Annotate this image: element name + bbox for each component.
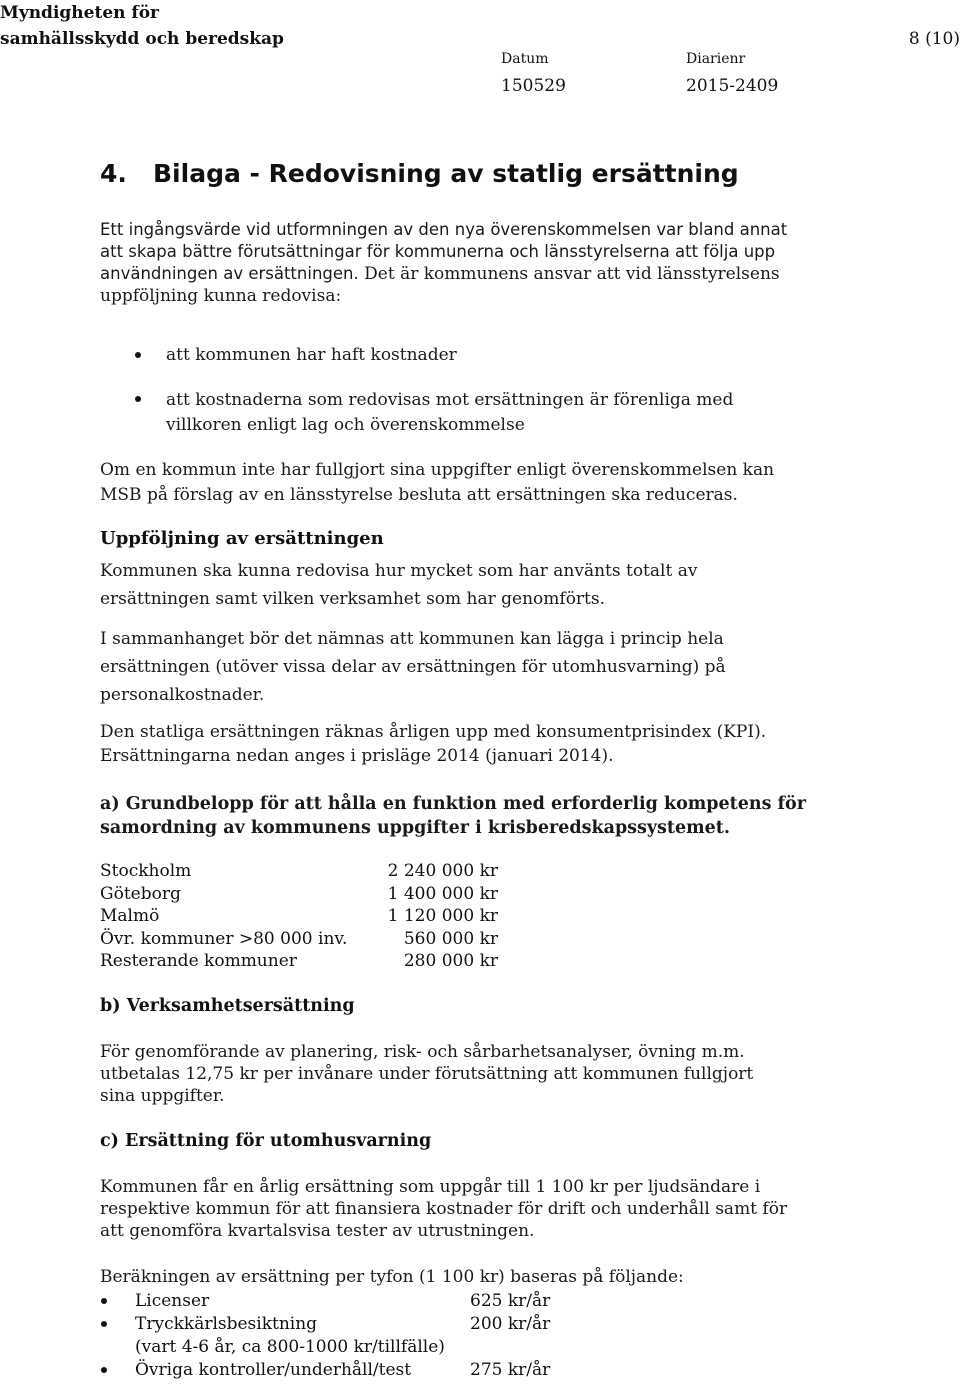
datum-label: Datum [501, 51, 549, 67]
list-item-label: Övriga kontroller/underhåll/test [135, 1360, 412, 1380]
intro-text-sans: Ett ingångsvärde vid utformningen av den nya överenskommelsen var bland annat att skapa bättre förutsättningar för kommunerna och länsstyrelserna att följa upp användningen av ersättningen. [100, 220, 788, 283]
section-b-title: b) Verksamhetsersättning [100, 996, 355, 1016]
org-name-line2: samhällsskydd och beredskap [0, 29, 284, 49]
intro-text-serif: Det är kommunens ansvar att vid länsstyrelsens uppföljning kunna redovisa: [100, 264, 780, 306]
table-row-label: Göteborg [100, 884, 181, 904]
table-row-amount: 280 000 kr [403, 951, 498, 971]
datum-value: 150529 [501, 76, 566, 96]
bullet-item-1: att kommunen har haft kostnader [166, 345, 457, 365]
section-c-text: Kommunen får en årlig ersättning som uppgår till 1 100 kr per ljudsändare i respektive kommun för att finansiera kostnader för drift och underhåll samt för att genomföra kvartalsvisa tester av utrustningen. [100, 1177, 788, 1241]
list-item-amount: 625 kr/år [470, 1291, 551, 1311]
section-b-text: För genomförande av planering, risk- och sårbarhetsanalyser, övning m.m. utbetalas 12,75 kr per invånare under förutsättning att kommunen fullgjort sina uppgifter. [100, 1042, 754, 1106]
bullet-item-2: att kostnaderna som redovisas mot ersättningen är förenliga med villkoren enligt lag och överenskommelse [166, 390, 734, 435]
diarienr-label: Diarienr [686, 51, 746, 67]
personnel-paragraph: I sammanhanget bör det nämnas att kommunen kan lägga i princip hela ersättningen (utöver vissa delar av ersättningen för utomhusvarning) på personalkostnader. [100, 629, 726, 705]
list-item-label: Tryckkärlsbesiktning [135, 1314, 318, 1334]
list-item-note: (vart 4-6 år, ca 800-1000 kr/tillfälle) [135, 1337, 445, 1357]
table-row-label: Malmö [100, 906, 160, 926]
list-item-amount: 200 kr/år [470, 1314, 551, 1334]
table-row-label: Övr. kommuner >80 000 inv. [100, 929, 348, 949]
msb-paragraph: Om en kommun inte har fullgjort sina uppgifter enligt överenskommelsen kan MSB på förslag av en länsstyrelse besluta att ersättningen ska reduceras. [100, 460, 775, 505]
list-item-label: Licenser [135, 1291, 210, 1311]
bullet-icon [101, 1321, 107, 1327]
intro-paragraph [100, 219, 790, 307]
list-item-amount: 275 kr/år [470, 1360, 551, 1380]
table-row-amount: 2 240 000 kr [387, 861, 498, 881]
bullet-icon [101, 1298, 107, 1304]
table-row-amount: 1 120 000 kr [387, 906, 498, 926]
kpi-paragraph: Den statliga ersättningen räknas årligen upp med konsumentprisindex (KPI). Ersättningarna nedan anges i prisläge 2014 (januari 2014). [100, 722, 767, 766]
followup-paragraph: Kommunen ska kunna redovisa hur mycket som har använts totalt av ersättningen samt vilken verksamhet som har genomförts. [100, 561, 698, 609]
calc-intro: Beräkningen av ersättning per tyfon (1 100 kr) baseras på följande: [100, 1267, 684, 1287]
page-number: 8 (10) [908, 29, 960, 49]
org-name-line1: Myndigheten för [0, 3, 160, 23]
page-heading: 4. Bilaga - Redovisning av statlig ersättning [100, 159, 739, 188]
diarienr-value: 2015-2409 [686, 76, 779, 96]
section-c-title: c) Ersättning för utomhusvarning [100, 1131, 432, 1151]
section-a-title: a) Grundbelopp för att hålla en funktion med erforderlig kompetens för samordning av kommunens uppgifter i krisberedskapssystemet. [100, 794, 806, 838]
followup-heading: Uppföljning av ersättningen [100, 528, 384, 549]
table-row-label: Stockholm [100, 861, 192, 881]
bullet-icon [135, 396, 141, 402]
bullet-icon [101, 1367, 107, 1373]
table-row-amount: 560 000 kr [403, 929, 498, 949]
bullet-icon [135, 352, 141, 358]
table-row-label: Resterande kommuner [100, 951, 297, 971]
table-row-amount: 1 400 000 kr [387, 884, 498, 904]
